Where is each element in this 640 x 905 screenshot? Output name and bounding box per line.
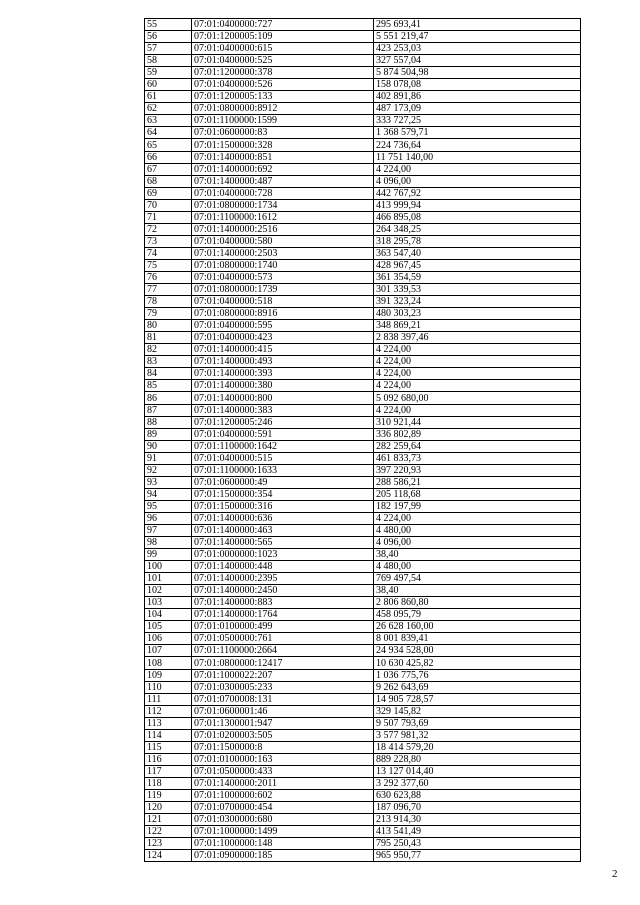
cadastral-number-cell: 07:01:1200005:133 <box>192 91 374 103</box>
table-row <box>145 404 581 416</box>
row-number-cell: 92 <box>145 464 192 476</box>
value-cell: 11 751 140,00 <box>374 151 581 163</box>
table-row <box>145 79 581 91</box>
table-row <box>145 416 581 428</box>
value-cell: 428 967,45 <box>374 259 581 271</box>
cadastral-number-cell: 07:01:1400000:565 <box>192 537 374 549</box>
cadastral-number-cell: 07:01:0800000:12417 <box>192 657 374 669</box>
table-row <box>145 814 581 826</box>
value-cell: 5 551 219,47 <box>374 31 581 43</box>
row-number-cell: 70 <box>145 199 192 211</box>
cadastral-number-cell: 07:01:1400000:448 <box>192 561 374 573</box>
cadastral-number-cell: 07:01:0600000:49 <box>192 476 374 488</box>
value-cell: 4 224,00 <box>374 380 581 392</box>
cadastral-number-cell: 07:01:1400000:383 <box>192 404 374 416</box>
table-row <box>145 55 581 67</box>
cadastral-number-cell: 07:01:0400000:518 <box>192 296 374 308</box>
cadastral-number-cell: 07:01:0400000:580 <box>192 235 374 247</box>
row-number-cell: 111 <box>145 693 192 705</box>
table-row <box>145 838 581 850</box>
table-row <box>145 344 581 356</box>
row-number-cell: 96 <box>145 512 192 524</box>
table-row <box>145 500 581 512</box>
cadastral-number-cell: 07:01:0100000:163 <box>192 753 374 765</box>
cadastral-value-table <box>144 18 581 862</box>
row-number-cell: 71 <box>145 211 192 223</box>
table-row <box>145 115 581 127</box>
cadastral-number-cell: 07:01:0800000:8912 <box>192 103 374 115</box>
value-cell: 2 806 860,80 <box>374 597 581 609</box>
table-row <box>145 380 581 392</box>
table-row <box>145 284 581 296</box>
cadastral-number-cell: 07:01:1000000:148 <box>192 838 374 850</box>
row-number-cell: 55 <box>145 19 192 31</box>
table-row <box>145 296 581 308</box>
cadastral-number-cell: 07:01:1400000:2011 <box>192 777 374 789</box>
row-number-cell: 58 <box>145 55 192 67</box>
table-row <box>145 392 581 404</box>
table-row <box>145 609 581 621</box>
row-number-cell: 68 <box>145 175 192 187</box>
cadastral-number-cell: 07:01:0700000:454 <box>192 802 374 814</box>
value-cell: 5 874 504,98 <box>374 67 581 79</box>
row-number-cell: 116 <box>145 753 192 765</box>
table-row <box>145 440 581 452</box>
value-cell: 333 727,25 <box>374 115 581 127</box>
table-row <box>145 211 581 223</box>
row-number-cell: 89 <box>145 428 192 440</box>
value-cell: 3 292 377,60 <box>374 777 581 789</box>
cadastral-number-cell: 07:01:1400000:800 <box>192 392 374 404</box>
table-row <box>145 681 581 693</box>
table-row <box>145 43 581 55</box>
row-number-cell: 103 <box>145 597 192 609</box>
row-number-cell: 98 <box>145 537 192 549</box>
row-number-cell: 75 <box>145 259 192 271</box>
table-row <box>145 705 581 717</box>
table-row <box>145 826 581 838</box>
value-cell: 224 736,64 <box>374 139 581 151</box>
value-cell: 769 497,54 <box>374 573 581 585</box>
value-cell: 9 262 643,69 <box>374 681 581 693</box>
table-row <box>145 320 581 332</box>
table-row <box>145 452 581 464</box>
table-row <box>145 537 581 549</box>
table-row <box>145 524 581 536</box>
cadastral-number-cell: 07:01:1200000:378 <box>192 67 374 79</box>
value-cell: 4 224,00 <box>374 163 581 175</box>
value-cell: 329 145,82 <box>374 705 581 717</box>
row-number-cell: 104 <box>145 609 192 621</box>
cadastral-number-cell: 07:01:1400000:692 <box>192 163 374 175</box>
table-row <box>145 151 581 163</box>
table-row <box>145 175 581 187</box>
cadastral-number-cell: 07:01:0300005:233 <box>192 681 374 693</box>
cadastral-number-cell: 07:01:0400000:515 <box>192 452 374 464</box>
value-cell: 9 507 793,69 <box>374 717 581 729</box>
value-cell: 310 921,44 <box>374 416 581 428</box>
row-number-cell: 100 <box>145 561 192 573</box>
cadastral-number-cell: 07:01:1400000:2450 <box>192 585 374 597</box>
value-cell: 5 092 680,00 <box>374 392 581 404</box>
value-cell: 1 368 579,71 <box>374 127 581 139</box>
value-cell: 187 096,70 <box>374 802 581 814</box>
row-number-cell: 105 <box>145 621 192 633</box>
row-number-cell: 107 <box>145 645 192 657</box>
row-number-cell: 77 <box>145 284 192 296</box>
value-cell: 630 623,88 <box>374 790 581 802</box>
cadastral-number-cell: 07:01:1400000:487 <box>192 175 374 187</box>
table-row <box>145 464 581 476</box>
row-number-cell: 87 <box>145 404 192 416</box>
cadastral-number-cell: 07:01:0800000:1740 <box>192 259 374 271</box>
row-number-cell: 78 <box>145 296 192 308</box>
cadastral-number-cell: 07:01:1300001:947 <box>192 717 374 729</box>
table-row <box>145 223 581 235</box>
table-row <box>145 850 581 862</box>
table-row <box>145 127 581 139</box>
cadastral-number-cell: 07:01:1400000:2516 <box>192 223 374 235</box>
value-cell: 461 833,73 <box>374 452 581 464</box>
row-number-cell: 112 <box>145 705 192 717</box>
value-cell: 4 224,00 <box>374 512 581 524</box>
table-row <box>145 802 581 814</box>
cadastral-number-cell: 07:01:1500000:316 <box>192 500 374 512</box>
row-number-cell: 101 <box>145 573 192 585</box>
cadastral-number-cell: 07:01:1400000:851 <box>192 151 374 163</box>
cadastral-number-cell: 07:01:0600001:46 <box>192 705 374 717</box>
row-number-cell: 93 <box>145 476 192 488</box>
row-number-cell: 114 <box>145 729 192 741</box>
cadastral-number-cell: 07:01:1400000:883 <box>192 597 374 609</box>
table-row <box>145 271 581 283</box>
row-number-cell: 113 <box>145 717 192 729</box>
table-row <box>145 308 581 320</box>
cadastral-number-cell: 07:01:1500000:328 <box>192 139 374 151</box>
row-number-cell: 99 <box>145 549 192 561</box>
row-number-cell: 122 <box>145 826 192 838</box>
table-row <box>145 31 581 43</box>
row-number-cell: 102 <box>145 585 192 597</box>
row-number-cell: 119 <box>145 790 192 802</box>
value-cell: 4 224,00 <box>374 368 581 380</box>
table-row <box>145 235 581 247</box>
row-number-cell: 106 <box>145 633 192 645</box>
cadastral-number-cell: 07:01:0400000:423 <box>192 332 374 344</box>
value-cell: 4 224,00 <box>374 404 581 416</box>
value-cell: 14 905 728,57 <box>374 693 581 705</box>
table-row <box>145 139 581 151</box>
table-row <box>145 790 581 802</box>
page-number: 2 <box>612 868 618 880</box>
table-row <box>145 597 581 609</box>
value-cell: 213 914,30 <box>374 814 581 826</box>
value-cell: 442 767,92 <box>374 187 581 199</box>
value-cell: 282 259,64 <box>374 440 581 452</box>
table-row <box>145 561 581 573</box>
cadastral-number-cell: 07:01:0400000:573 <box>192 271 374 283</box>
table-row <box>145 103 581 115</box>
table-row <box>145 633 581 645</box>
row-number-cell: 108 <box>145 657 192 669</box>
value-cell: 1 036 775,76 <box>374 669 581 681</box>
value-cell: 413 541,49 <box>374 826 581 838</box>
cadastral-number-cell: 07:01:1100000:1633 <box>192 464 374 476</box>
value-cell: 205 118,68 <box>374 488 581 500</box>
table-row <box>145 741 581 753</box>
cadastral-number-cell: 07:01:1100000:1599 <box>192 115 374 127</box>
cadastral-number-cell: 07:01:0700008:131 <box>192 693 374 705</box>
table-row <box>145 669 581 681</box>
table-body <box>145 19 581 862</box>
cadastral-number-cell: 07:01:0400000:526 <box>192 79 374 91</box>
cadastral-number-cell: 07:01:0900000:185 <box>192 850 374 862</box>
table-row <box>145 585 581 597</box>
value-cell: 288 586,21 <box>374 476 581 488</box>
row-number-cell: 91 <box>145 452 192 464</box>
value-cell: 38,40 <box>374 585 581 597</box>
value-cell: 4 096,00 <box>374 537 581 549</box>
table-row <box>145 717 581 729</box>
row-number-cell: 121 <box>145 814 192 826</box>
table-row <box>145 657 581 669</box>
row-number-cell: 86 <box>145 392 192 404</box>
table-row <box>145 67 581 79</box>
cadastral-number-cell: 07:01:1100000:2664 <box>192 645 374 657</box>
row-number-cell: 120 <box>145 802 192 814</box>
value-cell: 889 228,80 <box>374 753 581 765</box>
table-row <box>145 573 581 585</box>
table-row <box>145 621 581 633</box>
cadastral-number-cell: 07:01:0400000:591 <box>192 428 374 440</box>
table-row <box>145 259 581 271</box>
value-cell: 480 303,23 <box>374 308 581 320</box>
value-cell: 458 095,79 <box>374 609 581 621</box>
table-row <box>145 187 581 199</box>
row-number-cell: 81 <box>145 332 192 344</box>
cadastral-number-cell: 07:01:0800000:1739 <box>192 284 374 296</box>
cadastral-number-cell: 07:01:0500000:433 <box>192 765 374 777</box>
cadastral-number-cell: 07:01:1400000:2503 <box>192 247 374 259</box>
table-row <box>145 356 581 368</box>
row-number-cell: 69 <box>145 187 192 199</box>
table-row <box>145 247 581 259</box>
cadastral-number-cell: 07:01:0800000:8916 <box>192 308 374 320</box>
value-cell: 327 557,04 <box>374 55 581 67</box>
cadastral-number-cell: 07:01:1400000:636 <box>192 512 374 524</box>
table-row <box>145 777 581 789</box>
table-row <box>145 199 581 211</box>
value-cell: 158 078,08 <box>374 79 581 91</box>
value-cell: 10 630 425,82 <box>374 657 581 669</box>
table-row <box>145 368 581 380</box>
cadastral-number-cell: 07:01:1200005:246 <box>192 416 374 428</box>
row-number-cell: 76 <box>145 271 192 283</box>
cadastral-number-cell: 07:01:1400000:1764 <box>192 609 374 621</box>
row-number-cell: 62 <box>145 103 192 115</box>
row-number-cell: 110 <box>145 681 192 693</box>
cadastral-number-cell: 07:01:0100000:499 <box>192 621 374 633</box>
row-number-cell: 79 <box>145 308 192 320</box>
value-cell: 13 127 014,40 <box>374 765 581 777</box>
table-row <box>145 693 581 705</box>
value-cell: 318 295,78 <box>374 235 581 247</box>
row-number-cell: 73 <box>145 235 192 247</box>
row-number-cell: 59 <box>145 67 192 79</box>
table-row <box>145 476 581 488</box>
row-number-cell: 57 <box>145 43 192 55</box>
cadastral-number-cell: 07:01:0400000:615 <box>192 43 374 55</box>
cadastral-number-cell: 07:01:1400000:493 <box>192 356 374 368</box>
cadastral-number-cell: 07:01:0500000:761 <box>192 633 374 645</box>
cadastral-number-cell: 07:01:1100000:1642 <box>192 440 374 452</box>
row-number-cell: 63 <box>145 115 192 127</box>
value-cell: 397 220,93 <box>374 464 581 476</box>
value-cell: 2 838 397,46 <box>374 332 581 344</box>
table-row <box>145 765 581 777</box>
value-cell: 8 001 839,41 <box>374 633 581 645</box>
row-number-cell: 85 <box>145 380 192 392</box>
row-number-cell: 61 <box>145 91 192 103</box>
row-number-cell: 124 <box>145 850 192 862</box>
table-row <box>145 19 581 31</box>
cadastral-number-cell: 07:01:1000000:1499 <box>192 826 374 838</box>
value-cell: 3 577 981,32 <box>374 729 581 741</box>
table-row <box>145 753 581 765</box>
row-number-cell: 64 <box>145 127 192 139</box>
row-number-cell: 95 <box>145 500 192 512</box>
cadastral-number-cell: 07:01:0200003:505 <box>192 729 374 741</box>
row-number-cell: 65 <box>145 139 192 151</box>
row-number-cell: 117 <box>145 765 192 777</box>
value-cell: 466 895,08 <box>374 211 581 223</box>
row-number-cell: 118 <box>145 777 192 789</box>
value-cell: 301 339,53 <box>374 284 581 296</box>
table-row <box>145 332 581 344</box>
row-number-cell: 90 <box>145 440 192 452</box>
value-cell: 4 480,00 <box>374 561 581 573</box>
value-cell: 363 547,40 <box>374 247 581 259</box>
cadastral-number-cell: 07:01:0400000:728 <box>192 187 374 199</box>
row-number-cell: 60 <box>145 79 192 91</box>
row-number-cell: 97 <box>145 524 192 536</box>
row-number-cell: 72 <box>145 223 192 235</box>
row-number-cell: 84 <box>145 368 192 380</box>
cadastral-number-cell: 07:01:1400000:415 <box>192 344 374 356</box>
value-cell: 795 250,43 <box>374 838 581 850</box>
cadastral-number-cell: 07:01:1000000:602 <box>192 790 374 802</box>
table-row <box>145 549 581 561</box>
value-cell: 402 891,86 <box>374 91 581 103</box>
cadastral-number-cell: 07:01:1400000:2395 <box>192 573 374 585</box>
value-cell: 348 869,21 <box>374 320 581 332</box>
value-cell: 361 354,59 <box>374 271 581 283</box>
row-number-cell: 67 <box>145 163 192 175</box>
table-row <box>145 512 581 524</box>
value-cell: 18 414 579,20 <box>374 741 581 753</box>
cadastral-number-cell: 07:01:0300000:680 <box>192 814 374 826</box>
value-cell: 38,40 <box>374 549 581 561</box>
cadastral-number-cell: 07:01:1000022:207 <box>192 669 374 681</box>
row-number-cell: 82 <box>145 344 192 356</box>
row-number-cell: 66 <box>145 151 192 163</box>
value-cell: 413 999,94 <box>374 199 581 211</box>
value-cell: 295 693,41 <box>374 19 581 31</box>
row-number-cell: 56 <box>145 31 192 43</box>
cadastral-number-cell: 07:01:1400000:463 <box>192 524 374 536</box>
value-cell: 4 224,00 <box>374 344 581 356</box>
value-cell: 4 224,00 <box>374 356 581 368</box>
row-number-cell: 123 <box>145 838 192 850</box>
cadastral-number-cell: 07:01:0400000:595 <box>192 320 374 332</box>
value-cell: 336 802,89 <box>374 428 581 440</box>
value-cell: 4 480,00 <box>374 524 581 536</box>
cadastral-number-cell: 07:01:1100000:1612 <box>192 211 374 223</box>
value-cell: 26 628 160,00 <box>374 621 581 633</box>
row-number-cell: 109 <box>145 669 192 681</box>
cadastral-number-cell: 07:01:0000000:1023 <box>192 549 374 561</box>
row-number-cell: 115 <box>145 741 192 753</box>
table-row <box>145 488 581 500</box>
cadastral-number-cell: 07:01:1200005:109 <box>192 31 374 43</box>
value-cell: 965 950,77 <box>374 850 581 862</box>
cadastral-number-cell: 07:01:1500000:8 <box>192 741 374 753</box>
cadastral-number-cell: 07:01:0800000:1734 <box>192 199 374 211</box>
row-number-cell: 83 <box>145 356 192 368</box>
table-row <box>145 729 581 741</box>
value-cell: 24 934 528,00 <box>374 645 581 657</box>
table-row <box>145 645 581 657</box>
value-cell: 4 096,00 <box>374 175 581 187</box>
cadastral-number-cell: 07:01:0400000:525 <box>192 55 374 67</box>
cadastral-number-cell: 07:01:0400000:727 <box>192 19 374 31</box>
row-number-cell: 94 <box>145 488 192 500</box>
table-row <box>145 163 581 175</box>
value-cell: 487 173,09 <box>374 103 581 115</box>
cadastral-number-cell: 07:01:1500000:354 <box>192 488 374 500</box>
value-cell: 423 253,03 <box>374 43 581 55</box>
value-cell: 391 323,24 <box>374 296 581 308</box>
cadastral-number-cell: 07:01:0600000:83 <box>192 127 374 139</box>
table-row <box>145 428 581 440</box>
table-row <box>145 91 581 103</box>
value-cell: 264 348,25 <box>374 223 581 235</box>
row-number-cell: 88 <box>145 416 192 428</box>
row-number-cell: 74 <box>145 247 192 259</box>
cadastral-number-cell: 07:01:1400000:380 <box>192 380 374 392</box>
row-number-cell: 80 <box>145 320 192 332</box>
cadastral-number-cell: 07:01:1400000:393 <box>192 368 374 380</box>
value-cell: 182 197,99 <box>374 500 581 512</box>
